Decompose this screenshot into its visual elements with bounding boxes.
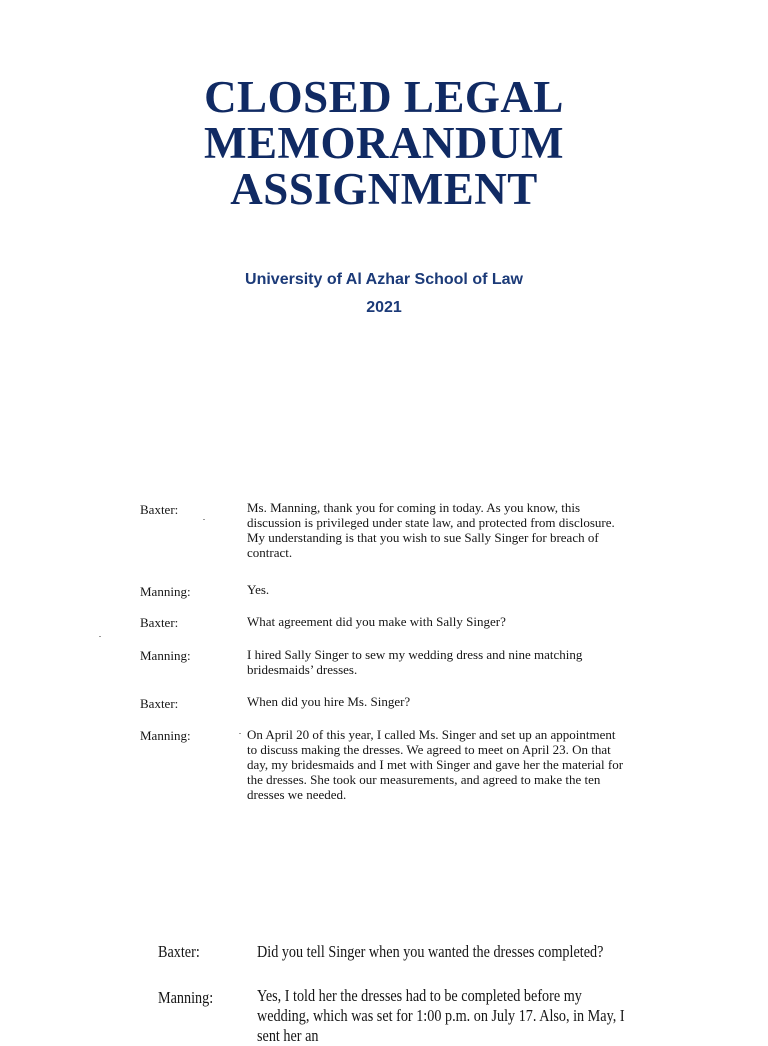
title-line-2: MEMORANDUM [204, 118, 564, 168]
scan-speck [99, 636, 101, 637]
dialogue-text: Yes, I told her the dresses had to be completed before my wedding, which was set for 1:00 p.m. on July 17. Also, in May, I sent her an [257, 986, 625, 1045]
scan-speck [203, 519, 205, 520]
speaker-label: Manning: [140, 728, 191, 743]
school-name: University of Al Azhar School of Law [245, 271, 523, 288]
dialogue-text: When did you hire Ms. Singer? [247, 694, 411, 709]
speaker-label: Baxter: [140, 696, 179, 711]
speaker-label: Manning: [140, 648, 191, 663]
dialogue-text: Yes. [247, 582, 270, 597]
scan-speck [239, 733, 241, 734]
dialogue-text: Ms. Manning, thank you for coming in today. As you know, this discussion is privileged under state law, and protected from disclosure. My understanding is that you wish to sue Sally Singer for breach of contract. [247, 500, 615, 560]
title-line-3: ASSIGNMENT [230, 164, 538, 214]
dialogue-text: What agreement did you make with Sally Singer? [247, 614, 506, 629]
speaker-label: Baxter: [158, 942, 200, 961]
dialogue-text: I hired Sally Singer to sew my wedding dress and nine matching bridesmaids’ dresses. [247, 647, 583, 677]
title-line-1: CLOSED LEGAL [204, 72, 564, 122]
speaker-label: Baxter: [140, 502, 179, 517]
document-year: 2021 [366, 299, 402, 316]
speaker-label: Manning: [140, 584, 191, 599]
speaker-label: Baxter: [140, 615, 179, 630]
dialogue-text: On April 20 of this year, I called Ms. Singer and set up an appointment to discuss making the dresses. We agreed to meet on April 23. On that day, my bridesmaids and I met with Singer and gave her the material for the dresses. She took our measurements, and agreed to make the ten dresses we needed. [247, 727, 624, 802]
speaker-label: Manning: [158, 988, 214, 1007]
dialogue-text: Did you tell Singer when you wanted the dresses completed? [257, 942, 604, 961]
